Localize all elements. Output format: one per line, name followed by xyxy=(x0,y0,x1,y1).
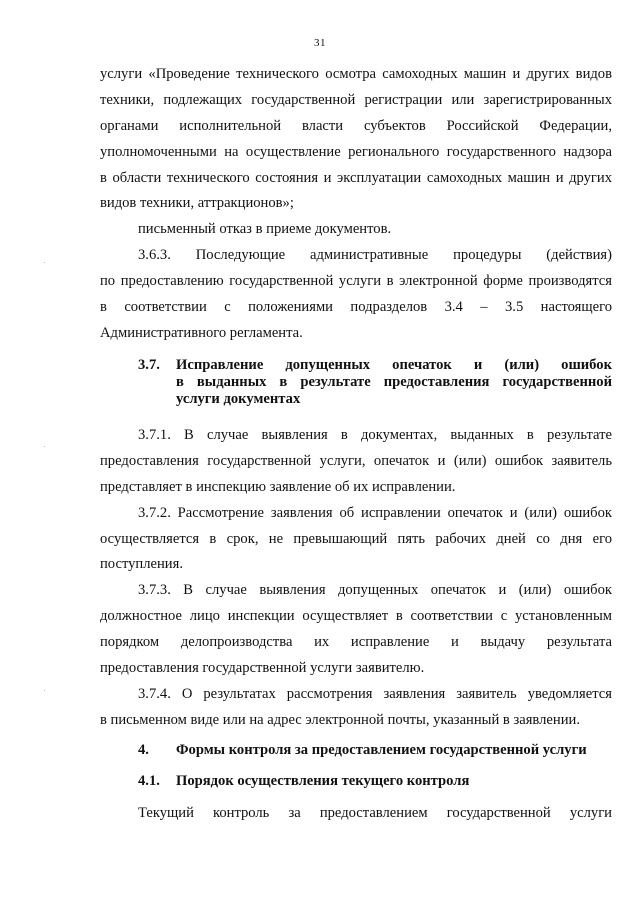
text-line: представляет в инспекцию заявление об их исправлении. xyxy=(100,479,456,495)
text-line: 3.6.3. Последующие административные процедуры (действия) xyxy=(138,247,612,263)
section-number: 3.7. xyxy=(138,357,160,373)
text-line: предоставления государственной услуги, опечаток и (или) ошибок заявитель xyxy=(100,453,612,469)
section-heading-line: Исправление допущенных опечаток и (или) ошибок xyxy=(176,357,612,373)
scan-mark xyxy=(44,690,45,691)
text-line: осуществляется в срок, не превышающий пять рабочих дней со дня его xyxy=(100,531,612,547)
text-line: 3.7.1. В случае выявления в документах, выданных в результате xyxy=(138,427,612,443)
section-number: 4. xyxy=(138,742,149,758)
text-line: 3.7.2. Рассмотрение заявления об исправлении опечаток и (или) ошибок xyxy=(138,505,612,521)
text-line: Текущий контроль за предоставлением государственной услуги xyxy=(138,805,612,821)
text-line: 3.7.3. В случае выявления допущенных опечаток и (или) ошибок xyxy=(138,582,612,598)
section-heading-line: услуги документах xyxy=(176,391,301,407)
text-line: порядком делопроизводства их исправление и выдачу результата xyxy=(100,634,612,650)
text-line: поступления. xyxy=(100,556,183,572)
text-line: письменный отказ в приеме документов. xyxy=(138,221,392,237)
section-heading-line: в выданных в результате предоставления государственной xyxy=(176,374,612,390)
section-number: 4.1. xyxy=(138,773,160,789)
text-line: техники, подлежащих государственной регистрации или зарегистрированных xyxy=(100,92,612,108)
scan-mark xyxy=(44,262,45,263)
section-heading: Порядок осуществления текущего контроля xyxy=(176,773,470,789)
text-line: предоставления государственной услуги заявителю. xyxy=(100,660,425,676)
text-line: услуги «Проведение технического осмотра самоходных машин и других видов xyxy=(100,66,612,82)
page-number: 31 xyxy=(314,37,326,49)
text-line: в письменном виде или на адрес электронной почты, указанный в заявлении. xyxy=(100,712,580,728)
text-line: органами исполнительной власти субъектов Российской Федерации, xyxy=(100,118,612,134)
text-line: 3.7.4. О результатах рассмотрения заявления заявитель уведомляется xyxy=(138,686,612,702)
section-heading: Формы контроля за предоставлением государственной услуги xyxy=(176,742,587,758)
text-line: Административного регламента. xyxy=(100,325,303,341)
text-line: видов техники, аттракционов»; xyxy=(100,195,294,211)
scan-mark xyxy=(44,446,45,447)
text-line: в соответствии с положениями подразделов 3.4 – 3.5 настоящего xyxy=(100,299,612,315)
text-line: по предоставлению государственной услуги в электронной форме производятся xyxy=(100,273,612,289)
text-line: в области технического состояния и эксплуатации самоходных машин и других xyxy=(100,170,612,186)
text-line: уполномоченными на осуществление регионального государственного надзора xyxy=(100,144,612,160)
text-line: должностное лицо инспекции осуществляет в соответствии с установленным xyxy=(100,608,612,624)
